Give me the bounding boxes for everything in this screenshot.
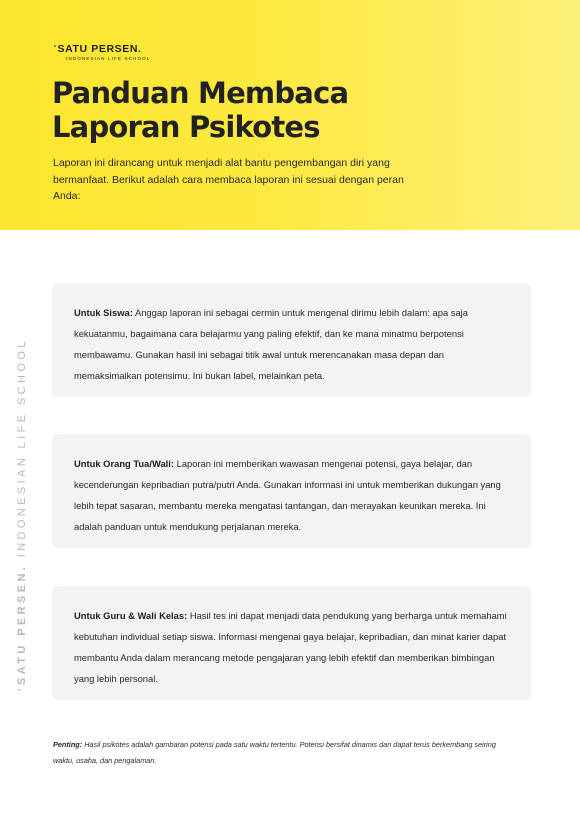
card-body: Anggap laporan ini sebagai cermin untuk mengenal dirimu lebih dalam: apa saja kekuatanmu, bagaimana cara belajarmu yang paling efektif, dan ke mana minatmu berpotensi membawamu. Gunakan hasil ini sebagai titik awal untuk merencanakan masa depan dan memaksimalkan potensimu. Ini bukan label, melainkan peta.	[74, 307, 468, 381]
logo-tick: '	[54, 44, 57, 53]
card-label: Untuk Siswa:	[74, 307, 133, 318]
logo-wordmark	[54, 43, 150, 55]
page-title	[52, 76, 348, 144]
header-banner	[0, 0, 580, 230]
card-text	[74, 302, 509, 386]
intro-text: Laporan ini dirancang untuk menjadi alat bantu pengembangan diri yang bermanfaat. Berikut adalah cara membaca laporan ini sesuai dengan peran Anda:	[53, 157, 404, 202]
side-brand-text	[14, 338, 30, 691]
logo-name: SATU PERSEN.	[57, 43, 142, 55]
side-brand-tagline: INDONESIAN LIFE SCHOOL	[16, 338, 28, 564]
card-siswa	[52, 283, 531, 397]
title-line-1: Panduan Membaca	[52, 76, 349, 110]
card-label: Untuk Orang Tua/Wali:	[74, 458, 174, 469]
important-note	[53, 737, 513, 769]
card-guru	[52, 586, 531, 700]
note-body: Hasil psikotes adalah gambaran potensi pada satu waktu tertentu. Potensi bersifat dinamis dan dapat terus berkembang seiring waktu, usaha, dan pengalaman.	[53, 740, 496, 765]
note-label: Penting:	[53, 740, 83, 749]
card-text	[74, 605, 509, 689]
logo-tagline: INDONESIAN LIFE SCHOOL	[66, 56, 151, 61]
card-text	[74, 453, 509, 537]
card-body: Hasil tes ini dapat menjadi data pendukung yang berharga untuk memahami kebutuhan individual setiap siswa. Informasi mengenai gaya belajar, kepribadian, dan minat karier dapat membantu Anda dalam merancang metode pengajaran yang lebih efektif dan memberikan bimbingan yang lebih personal.	[74, 610, 507, 684]
card-orang-tua	[52, 434, 531, 548]
side-brand-name: 'SATU PERSEN.	[16, 563, 28, 691]
title-line-2: Laporan Psikotes	[52, 110, 320, 144]
card-body: Laporan ini memberikan wawasan mengenai potensi, gaya belajar, dan kecenderungan kepribadian putra/putri Anda. Gunakan informasi ini untuk memberikan dukungan yang lebih tepat sasaran, membantu mereka mengatasi tantangan, dan merayakan keunikan mereka. Ini adalah panduan untuk mendukung perjalanan mereka.	[74, 458, 501, 532]
card-label: Untuk Guru & Wali Kelas:	[74, 610, 188, 621]
brand-logo	[54, 43, 150, 62]
